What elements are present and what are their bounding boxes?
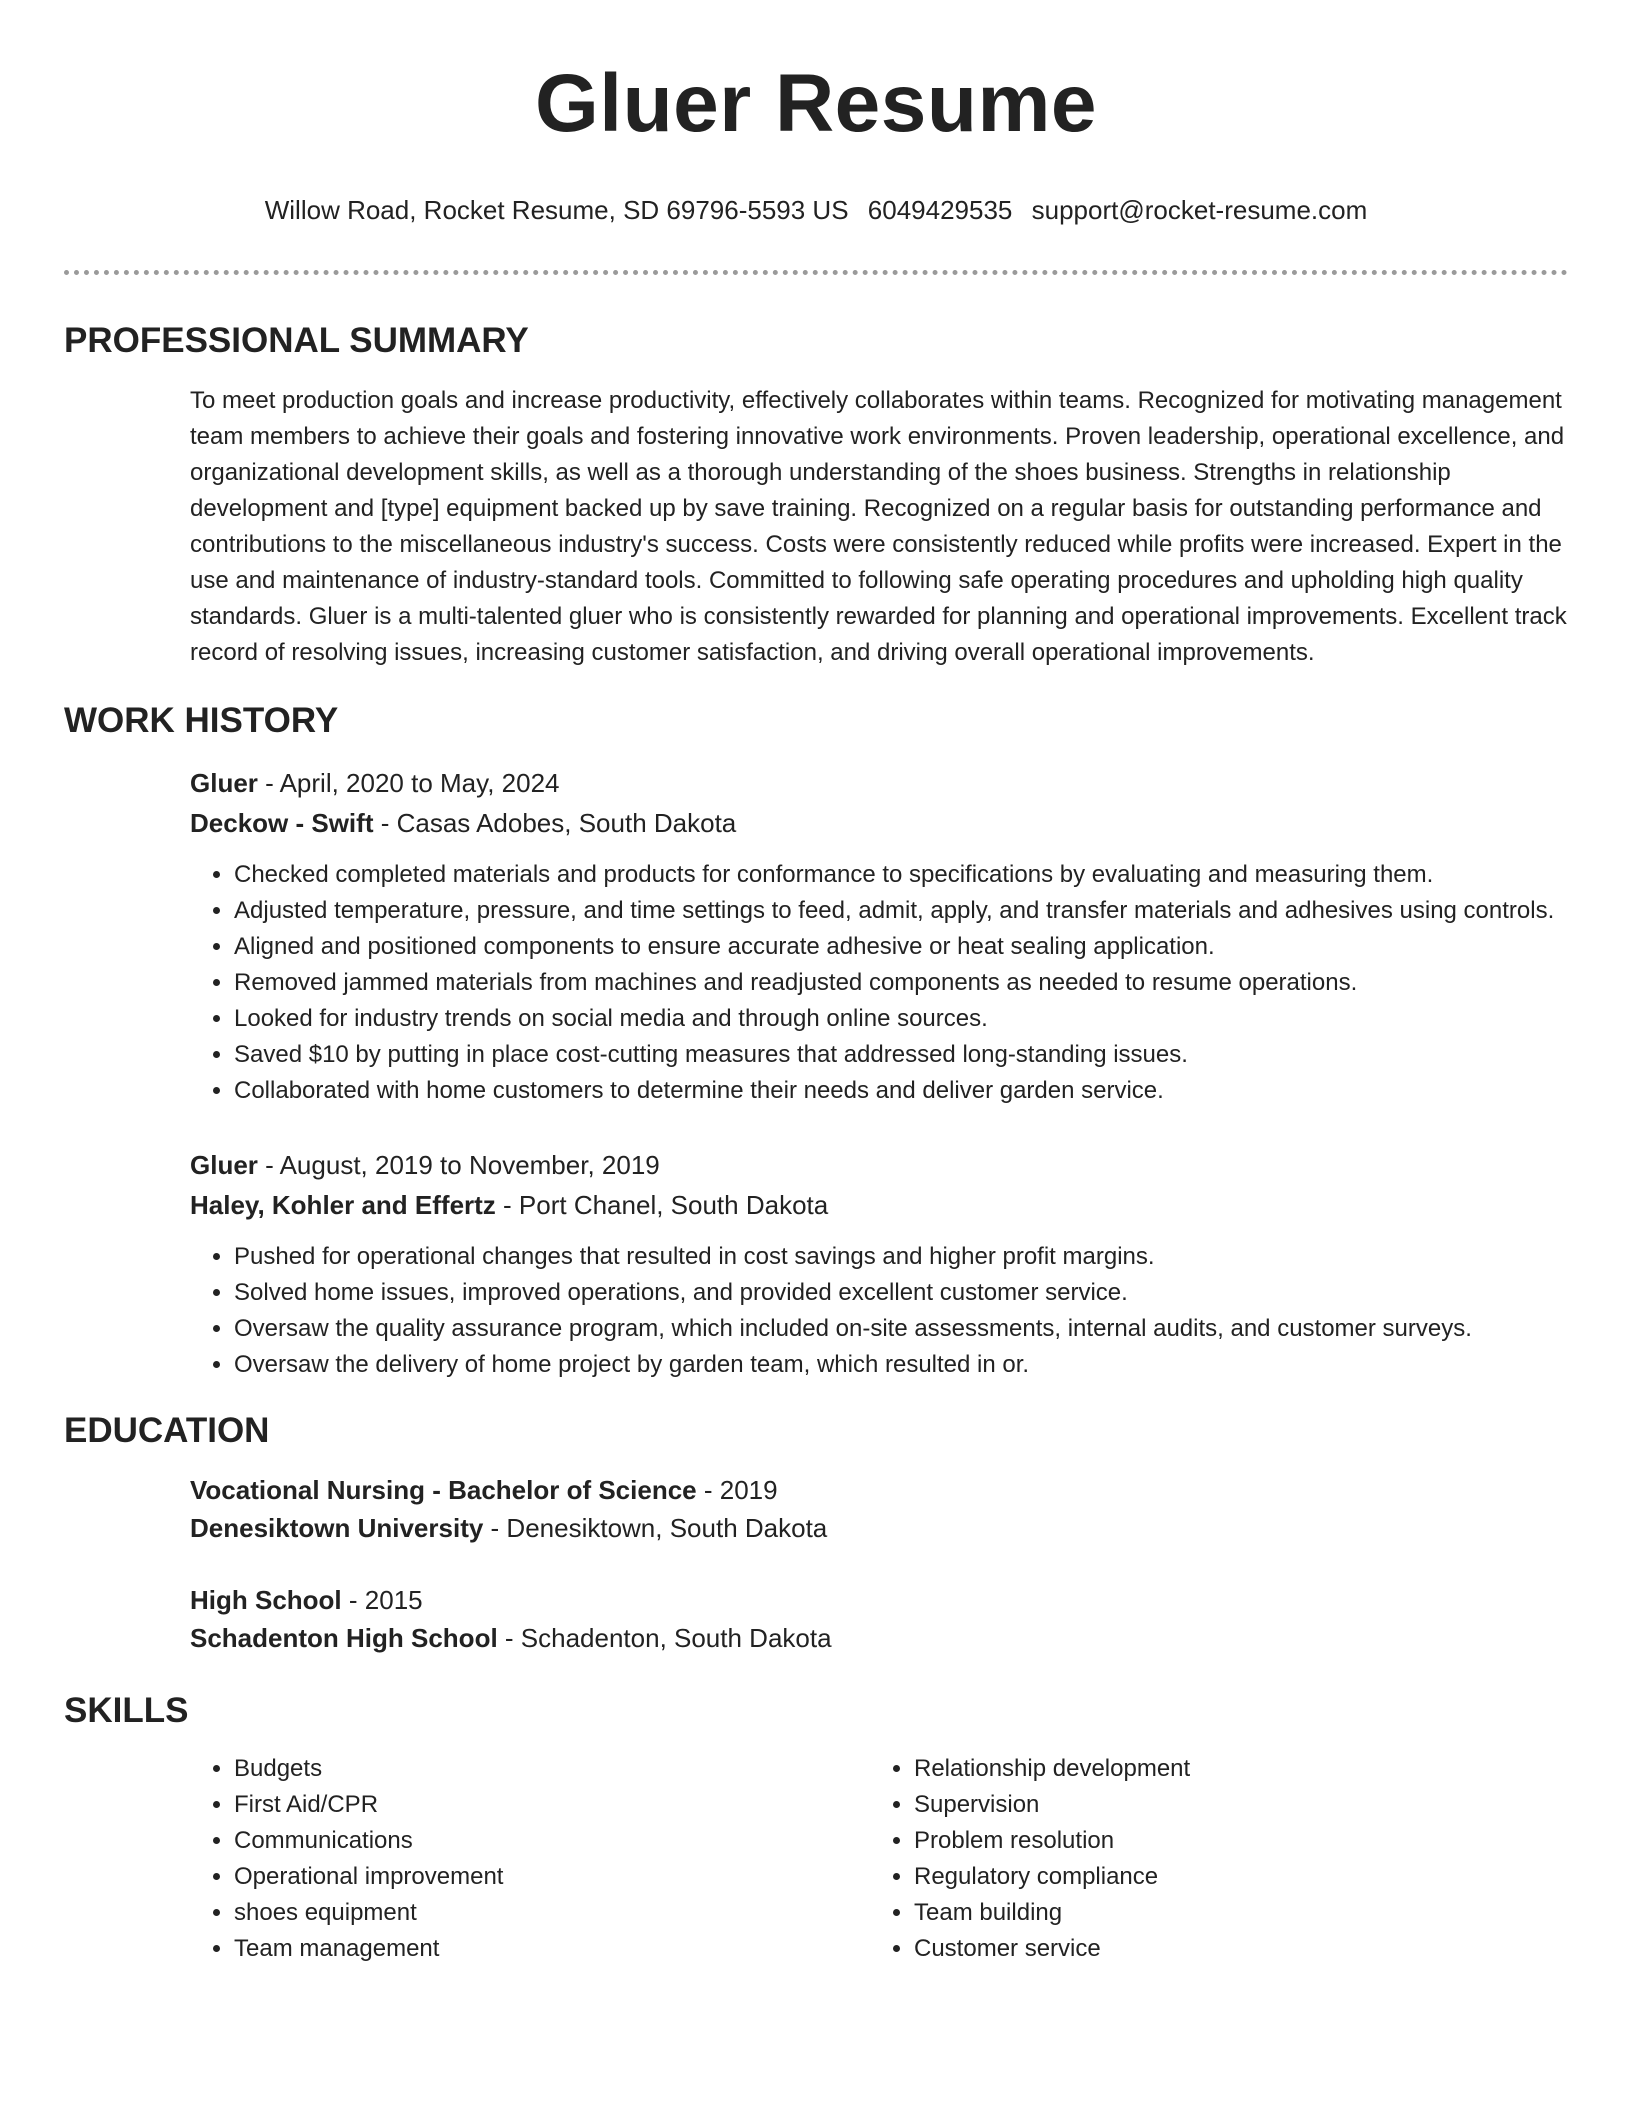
- job-role: Gluer: [190, 1150, 258, 1180]
- job-bullet: • Pushed for operational changes that resulted in cost savings and higher profit margins.: [234, 1239, 1568, 1275]
- skill-item: • Supervision: [914, 1787, 1550, 1823]
- job-company-line: [190, 1185, 1568, 1225]
- skills-heading: SKILLS: [64, 1691, 189, 1730]
- education-school-line: [190, 1509, 1568, 1547]
- education-entry: [190, 1471, 1568, 1547]
- education-degree-line: [190, 1581, 1568, 1619]
- education-school: Denesiktown University: [190, 1513, 484, 1543]
- job-entry: [190, 763, 1568, 1109]
- job-bullet: • Looked for industry trends on social media and through online sources.: [234, 1001, 1568, 1037]
- job-bullets: [190, 1239, 1568, 1383]
- job-company: Deckow - Swift: [190, 808, 374, 838]
- summary-text: To meet production goals and increase productivity, effectively collaborates within teams. Recognized for motivating management team members to achieve their goals and fostering innovative work environments. Proven leadership, operational excellence, and organizational development skills, as well as a thorough understanding of the shoes business. Strengths in relationship development and [type] equipment backed up by save training. Recognized on a regular basis for outstanding performance and contributions to the miscellaneous industry's success. Costs were consistently reduced while profits were increased. Expert in the use and maintenance of industry-standard tools. Committed to following safe operating procedures and upholding high quality standards. Gluer is a multi-talented gluer who is consistently rewarded for planning and operational improvements. Excellent track record of resolving issues, increasing customer satisfaction, and driving overall operational improvements.: [190, 387, 1567, 666]
- job-bullets: [190, 857, 1568, 1109]
- job-dates: - August, 2019 to November, 2019: [257, 1150, 660, 1180]
- work-history-heading: WORK HISTORY: [64, 701, 339, 740]
- skill-item: • Customer service: [914, 1931, 1550, 1967]
- work-history-list: [190, 763, 1568, 1383]
- skill-item: • Problem resolution: [914, 1823, 1550, 1859]
- job-bullet: • Solved home issues, improved operations, and provided excellent customer service.: [234, 1275, 1568, 1311]
- skills-columns: [190, 1751, 1568, 1967]
- education-degree: High School: [190, 1585, 342, 1615]
- skill-item: • shoes equipment: [234, 1895, 870, 1931]
- education-year: - 2019: [696, 1475, 778, 1505]
- summary-heading: PROFESSIONAL SUMMARY: [64, 321, 529, 360]
- job-bullet: • Saved $10 by putting in place cost-cutting measures that addressed long-standing issues.: [234, 1037, 1568, 1073]
- job-entry: [190, 1145, 1568, 1383]
- contact-address: Willow Road, Rocket Resume, SD 69796-5593 US: [264, 195, 849, 225]
- education-degree-line: [190, 1471, 1568, 1509]
- header-divider: [64, 270, 1568, 275]
- contact-email: support@rocket-resume.com: [1031, 195, 1368, 225]
- job-bullet: • Removed jammed materials from machines and readjusted components as needed to resume operations.: [234, 965, 1568, 1001]
- contact-line: [64, 194, 1568, 226]
- skill-item: • Operational improvement: [234, 1859, 870, 1895]
- education-location: - Schadenton, South Dakota: [497, 1623, 832, 1653]
- skill-item: • Relationship development: [914, 1751, 1550, 1787]
- education-list: [190, 1471, 1568, 1657]
- job-bullet: • Collaborated with home customers to determine their needs and deliver garden service.: [234, 1073, 1568, 1109]
- skills-list-right: [870, 1751, 1550, 1967]
- job-role: Gluer: [190, 768, 258, 798]
- resume-name: Gluer Resume: [535, 58, 1097, 149]
- job-company-line: [190, 803, 1568, 843]
- contact-phone: 6049429535: [867, 195, 1013, 225]
- resume-page: [64, 0, 1568, 1967]
- job-dates: - April, 2020 to May, 2024: [257, 768, 560, 798]
- skill-item: • Team management: [234, 1931, 870, 1967]
- job-bullet: • Oversaw the delivery of home project by garden team, which resulted in or.: [234, 1347, 1568, 1383]
- education-school: Schadenton High School: [190, 1623, 498, 1653]
- skills-list-left: [190, 1751, 870, 1967]
- education-year: - 2015: [341, 1585, 423, 1615]
- job-bullet: • Adjusted temperature, pressure, and time settings to feed, admit, apply, and transfer materials and adhesives using controls.: [234, 893, 1568, 929]
- job-location: - Port Chanel, South Dakota: [495, 1190, 829, 1220]
- job-company: Haley, Kohler and Effertz: [190, 1190, 496, 1220]
- job-bullet: • Aligned and positioned components to ensure accurate adhesive or heat sealing application.: [234, 929, 1568, 965]
- job-role-line: [190, 1145, 1568, 1185]
- job-bullet: • Oversaw the quality assurance program, which included on-site assessments, internal audits, and customer surveys.: [234, 1311, 1568, 1347]
- skill-item: • Communications: [234, 1823, 870, 1859]
- job-location: - Casas Adobes, South Dakota: [373, 808, 737, 838]
- education-heading: EDUCATION: [64, 1411, 270, 1450]
- skill-item: • Budgets: [234, 1751, 870, 1787]
- skill-item: • First Aid/CPR: [234, 1787, 870, 1823]
- job-bullet: • Checked completed materials and products for conformance to specifications by evaluating and measuring them.: [234, 857, 1568, 893]
- job-role-line: [190, 763, 1568, 803]
- skill-item: • Regulatory compliance: [914, 1859, 1550, 1895]
- skill-item: • Team building: [914, 1895, 1550, 1931]
- education-school-line: [190, 1619, 1568, 1657]
- education-entry: [190, 1581, 1568, 1657]
- education-degree: Vocational Nursing - Bachelor of Science: [190, 1475, 697, 1505]
- education-location: - Denesiktown, South Dakota: [483, 1513, 828, 1543]
